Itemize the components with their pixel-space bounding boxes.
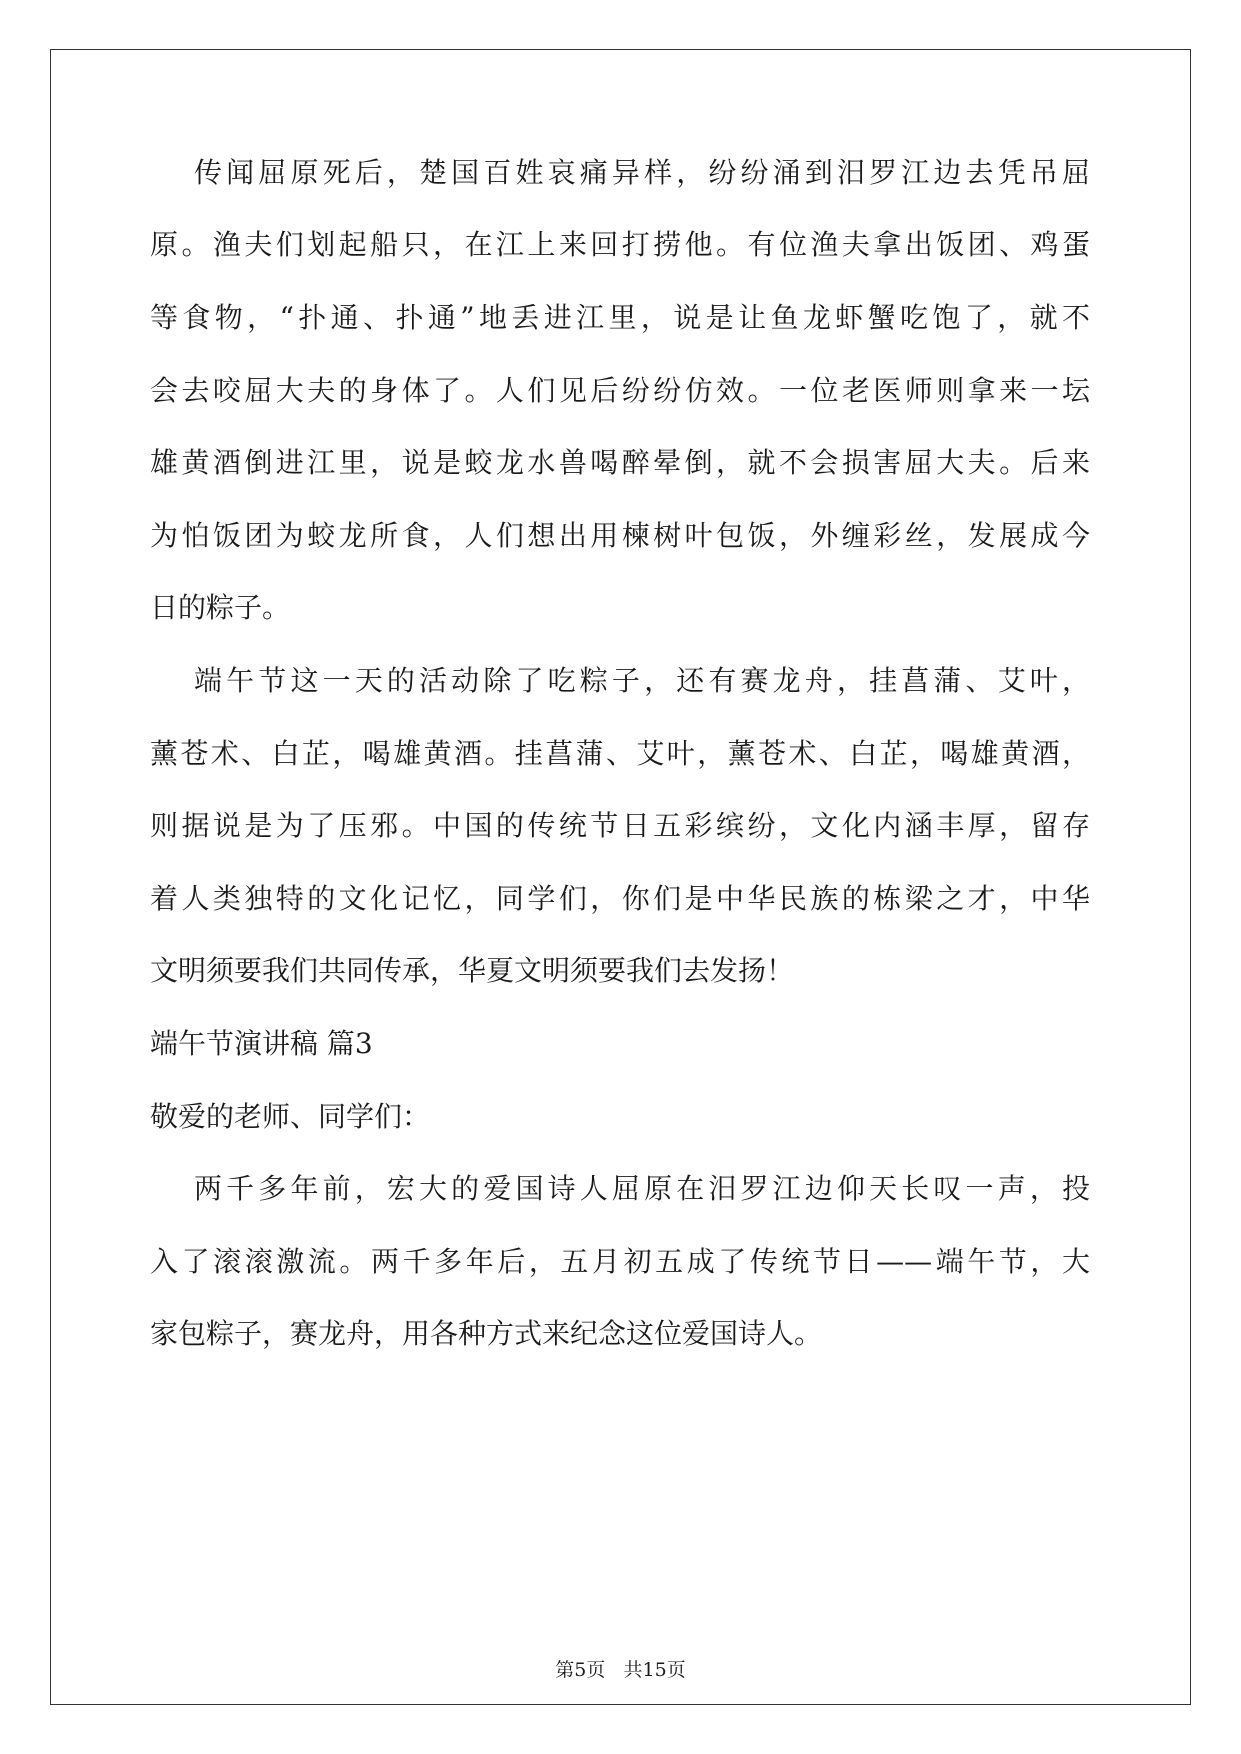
paragraph-1-line-6: 为怕饭团为蛟龙所食，人们想出用楝树叶包饭，外缠彩丝，发展成今 [150,519,1090,552]
paragraph-3-line-2: 入了滚滚激流。两千多年后，五月初五成了传统节日——端午节，大 [150,1245,1090,1278]
salutation: 敬爱的老师、同学们： [150,1100,431,1133]
paragraph-2-line-1: 端午节这一天的活动除了吃粽子，还有赛龙舟，挂菖蒲、艾叶， [194,664,1090,697]
page-number: 第5页 [555,1659,606,1681]
paragraph-2-line-4: 着人类独特的文化记忆，同学们，你们是中华民族的栋梁之才，中华 [150,882,1090,915]
paragraph-3-line-3: 家包粽子，赛龙舟，用各种方式来纪念这位爱国诗人。 [150,1317,823,1350]
paragraph-2-line-5: 文明须要我们共同传承，华夏文明须要我们去发扬！ [150,954,795,987]
section-heading: 端午节演讲稿 篇3 [150,1027,373,1060]
paragraph-1-line-1: 传闻屈原死后，楚国百姓哀痛异样，纷纷涌到汨罗江边去凭吊屈 [194,156,1090,189]
paragraph-1-line-5: 雄黄酒倒进江里，说是蛟龙水兽喝醉晕倒，就不会损害屈大夫。后来 [150,446,1090,479]
paragraph-2-line-2: 薰苍术、白芷，喝雄黄酒。挂菖蒲、艾叶，薰苍术、白芷，喝雄黄酒， [150,737,1090,770]
page-footer [0,1658,1241,1682]
paragraph-1-line-4: 会去咬屈大夫的身体了。人们见后纷纷仿效。一位老医师则拿来一坛 [150,374,1090,407]
paragraph-1-line-2: 原。渔夫们划起船只，在江上来回打捞他。有位渔夫拿出饭团、鸡蛋 [150,228,1090,261]
page-total: 共15页 [623,1659,686,1681]
paragraph-3-line-1: 两千多年前，宏大的爱国诗人屈原在汨罗江边仰天长叹一声，投 [194,1172,1090,1205]
paragraph-1-line-7: 日的粽子。 [150,591,291,624]
paragraph-1-line-3: 等食物，“扑通、扑通”地丢进江里，说是让鱼龙虾蟹吃饱了，就不 [150,301,1090,334]
paragraph-2-line-3: 则据说是为了压邪。中国的传统节日五彩缤纷，文化内涵丰厚，留存 [150,809,1090,842]
